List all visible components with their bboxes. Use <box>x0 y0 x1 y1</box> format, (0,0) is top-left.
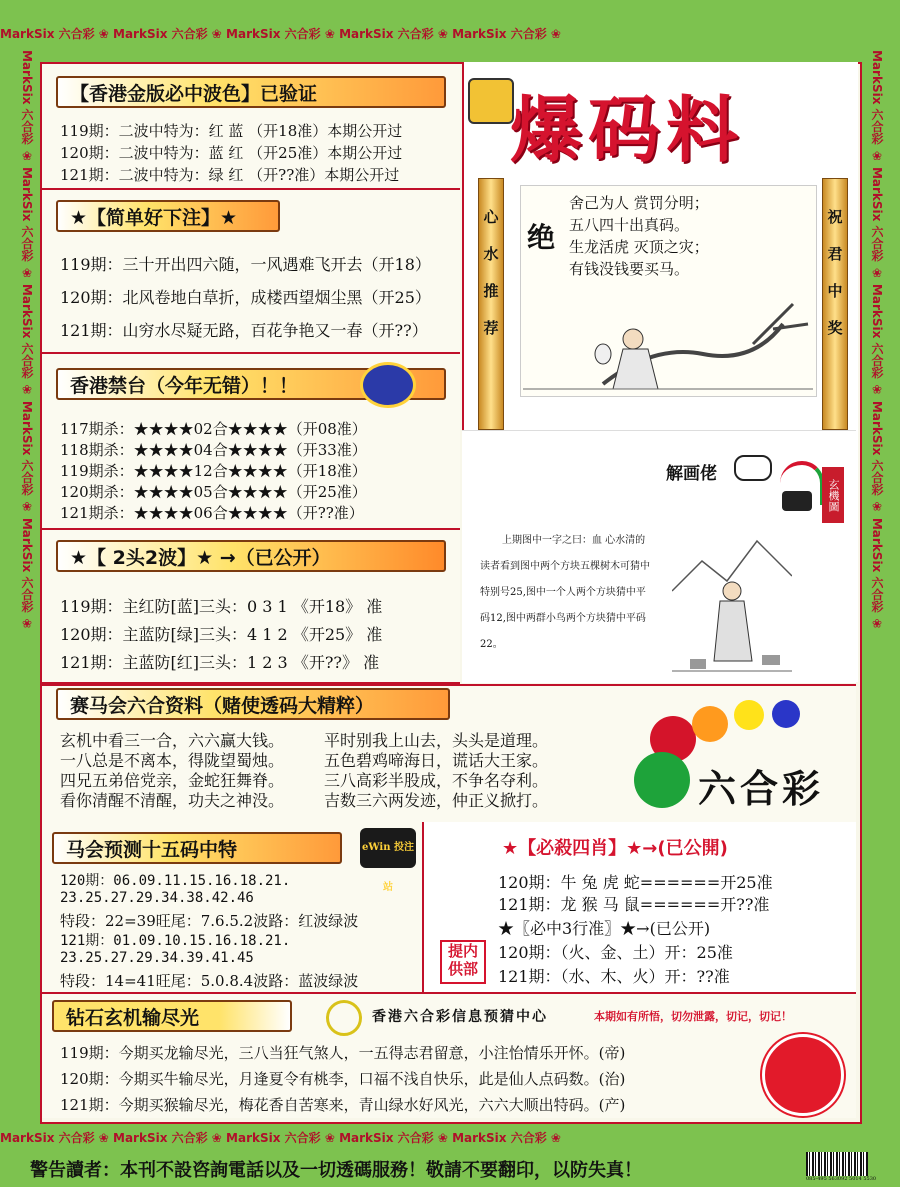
list-item: 23.25.27.29.34.39.41.45 <box>60 950 254 966</box>
list-item: 121期：山穷水尽疑无路，百花争艳又一春（开??） <box>60 321 428 340</box>
section-fifteen-numbers <box>42 822 424 994</box>
list-item: 五色碧鸡啼海日，谎话大王家。 <box>324 751 549 770</box>
list-item: 121期：01.09.10.15.16.18.21. <box>60 933 291 949</box>
ball-icon-yellow <box>734 700 764 730</box>
top-border: MarkSix 六合彩 ❀ MarkSix 六合彩 ❀ MarkSix 六合彩 ❀ MarkSix 六合彩 ❀ MarkSix 六合彩 ❀ <box>0 27 561 41</box>
section-title: 马会预测十五码中特 <box>52 832 342 864</box>
poem-mark: 绝 <box>527 221 556 254</box>
scroll-right-text: 祝君中奖 <box>825 209 844 357</box>
section-simple-bet <box>42 190 460 354</box>
explain-panel <box>462 430 856 683</box>
list-item: 120期杀：★★★★05合★★★★（开25准） <box>60 483 367 501</box>
explain-text-1: 读者看到图中两个方块五棵树木可猜中 <box>480 561 650 572</box>
poem-line: 舍己为人 赏罚分明； <box>569 194 709 212</box>
explain-label: 解画佬 <box>666 464 717 484</box>
barcode <box>806 1152 868 1176</box>
explain-illustration <box>672 521 792 681</box>
right-border: MarkSix 六合彩 ❀ MarkSix 六合彩 ❀ MarkSix 六合彩 ❀ MarkSix 六合彩 ❀ MarkSix 六合彩 ❀ <box>870 50 884 631</box>
list-item: 121期：主蓝防[红]三头：1 2 3 《开??》 准 <box>60 653 380 672</box>
section-title: ★【必殺四肖】★→(已公開) <box>502 838 728 859</box>
list-item: 三八高彩半股成，不争名夺利。 <box>324 771 549 790</box>
riddle-poem <box>520 185 817 397</box>
hk-emblem-icon <box>762 1034 844 1116</box>
seal-icon <box>468 78 514 124</box>
hand-icon <box>734 455 772 481</box>
list-item: 看你清醒不清醒，功夫之神没。 <box>60 791 285 810</box>
barcode-number: 085-495 563092 5014 5530 <box>806 1176 877 1182</box>
section-kill-four <box>424 822 856 994</box>
scroll-left <box>478 178 504 430</box>
warning-text: 警告讀者：本刊不設咨詢電話以及一切透碼服務！敬請不要翻印，以防失真！ <box>30 1160 642 1181</box>
list-item: 120期：二波中特为：蓝 红 （开25准）本期公开过 <box>60 144 403 162</box>
list-item: 121期：（水、木、火）开：??准 <box>498 967 730 986</box>
section-title: ★【简单好下注】★ <box>56 200 280 232</box>
list-item: 120期：牛 兔 虎 蛇======开25准 <box>498 873 773 892</box>
left-border: MarkSix 六合彩 ❀ MarkSix 六合彩 ❀ MarkSix 六合彩 ❀ MarkSix 六合彩 ❀ MarkSix 六合彩 ❀ <box>20 50 34 631</box>
section-banned <box>42 354 460 530</box>
target-icon <box>326 1000 362 1036</box>
section-wave-color <box>42 64 460 190</box>
list-item: 特段：22=39旺尾：7.6.5.2波路：红波绿波 <box>60 912 359 930</box>
emblem-icon <box>360 362 416 408</box>
list-item: 121期：二波中特为：绿 红 （开??准）本期公开过 <box>60 166 400 184</box>
section-title: ★【 2头2波】★ →（已公开） <box>56 540 446 572</box>
explain-text-3: 码12,图中两群小鸟两个方块猜中平码 <box>480 613 646 624</box>
list-item: 玄机中看三一合，六六赢大钱。 <box>60 731 285 750</box>
section-title: 香港禁台（今年无错）！！ <box>56 368 446 400</box>
list-item: 吉数三六两发迹，仲正义掀打。 <box>324 791 549 810</box>
bottom-border: MarkSix 六合彩 ❀ MarkSix 六合彩 ❀ MarkSix 六合彩 ❀ MarkSix 六合彩 ❀ MarkSix 六合彩 ❀ <box>0 1131 561 1145</box>
list-item: 118期杀：★★★★04合★★★★（开33准） <box>60 441 367 459</box>
lottery-logo-text: 六合彩 <box>698 766 825 811</box>
headline-title: 爆码料 <box>510 87 745 172</box>
list-item: 119期：今期买龙输尽光，三八当狂气煞人，一五得志君留意，小注怡情乐开怀。(帝) <box>60 1044 626 1062</box>
scroll-right <box>822 178 848 430</box>
list-item: 特段：14=41旺尾：5.0.8.4波路：蓝波绿波 <box>60 972 359 990</box>
list-item: 120期：今期买牛输尽光，月逢夏令有桃李，口福不浅自快乐，此是仙人点码数。(治) <box>60 1070 626 1088</box>
list-item: 23.25.27.29.34.38.42.46 <box>60 890 254 906</box>
list-item: 120期：（火、金、土）开：25准 <box>498 943 733 962</box>
section-title: 赛马会六合资料（赌使透码大精粹） <box>56 688 450 720</box>
list-item: 119期杀：★★★★12合★★★★（开18准） <box>60 462 367 480</box>
ball-icon-green <box>634 752 690 808</box>
poem-line: 五八四十出真码。 <box>569 216 690 234</box>
poem-line: 有钱没钱要买马。 <box>569 260 690 278</box>
riddle-illustration <box>523 284 813 394</box>
section-diamond <box>42 994 856 1118</box>
list-item: 平时别我上山去，头头是道理。 <box>324 731 549 750</box>
explain-text-0: 上期图中一字之曰：血 心水清的 <box>502 535 646 546</box>
list-item: 四兄五弟倍党亲，金蛇狂舞脊。 <box>60 771 285 790</box>
warning-footer <box>0 1150 900 1187</box>
section-title: 【香港金版必中波色】已验证 <box>56 76 446 108</box>
center-caption: 香港六合彩信息预猜中心 <box>372 1009 548 1025</box>
book-icon <box>782 491 812 511</box>
internal-stamp: 提内供部 <box>440 940 486 984</box>
ball-icon-orange <box>692 706 728 742</box>
section-title: 钻石玄机输尽光 <box>52 1000 292 1032</box>
list-item: 121期：今期买猴输尽光，梅花香自苦寒来，青山绿水好风光，六六大顺出特码。(产) <box>60 1096 626 1114</box>
list-item: 119期：二波中特为：红 蓝 （开18准）本期公开过 <box>60 122 403 140</box>
list-item: 117期杀：★★★★02合★★★★（开08准） <box>60 420 367 438</box>
list-item: 119期：主红防[蓝]三头：0 3 1 《开18》 准 <box>60 597 383 616</box>
seal-stamp: 玄機圖 <box>822 467 844 523</box>
sub-title: ★〖必中3行准〗★→(已公开) <box>498 919 711 938</box>
ball-icon-blue <box>772 700 800 728</box>
poem-line: 生龙活虎 灭顶之灾； <box>569 238 709 256</box>
ewin-badge: eWin 投注站 <box>360 828 416 868</box>
section-racing-club <box>42 684 856 824</box>
notice-text: 本期如有所悟，切勿泄露，切记，切记！ <box>594 1010 792 1023</box>
explain-text-4: 22。 <box>480 639 503 650</box>
list-item: 121期：龙 猴 马 鼠======开??准 <box>498 895 770 914</box>
list-item: 121期杀：★★★★06合★★★★（开??准） <box>60 504 364 522</box>
list-item: 一八总是不离本，得陇望蜀烛。 <box>60 751 285 770</box>
list-item: 120期：06.09.11.15.16.18.21. <box>60 873 291 889</box>
list-item: 119期：三十开出四六随，一风遇难飞开去（开18） <box>60 255 431 274</box>
explain-text-2: 特别号25,图中一个人两个方块猜中平 <box>480 587 646 598</box>
scroll-left-text: 心水推荐 <box>481 209 500 357</box>
list-item: 120期：北风卷地白草折，成楼西望烟尘黑（开25） <box>60 288 431 307</box>
section-2head-2wave <box>42 530 460 684</box>
list-item: 120期：主蓝防[绿]三头：4 1 2 《开25》 准 <box>60 625 383 644</box>
